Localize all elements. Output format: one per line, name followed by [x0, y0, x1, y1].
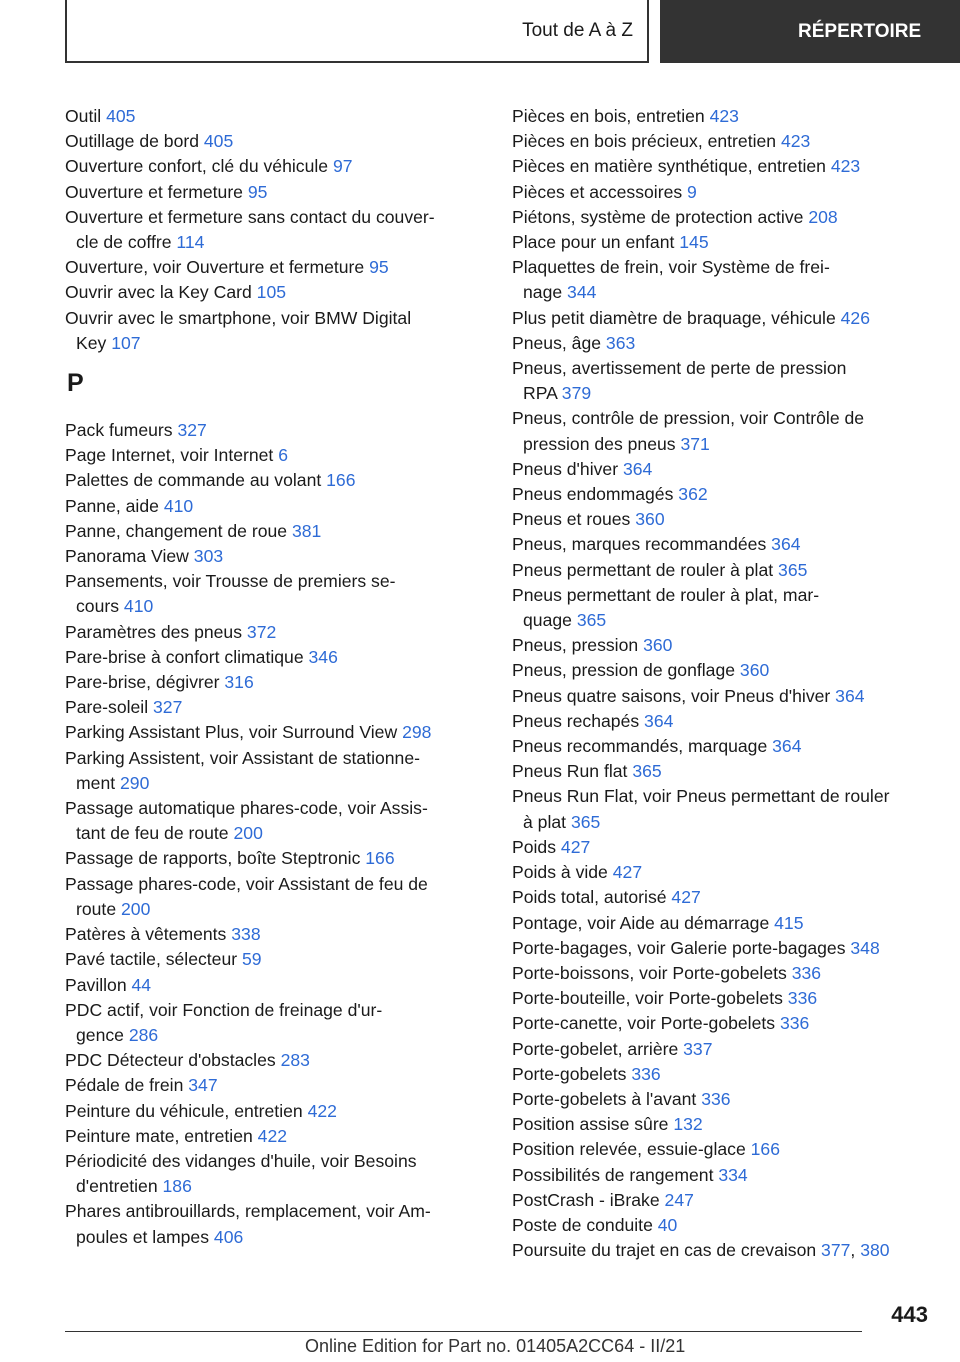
index-entry	[65, 494, 485, 519]
page-link[interactable]: 363	[605, 332, 636, 353]
index-entry-text: Pneus et roues	[512, 509, 631, 530]
index-entry	[512, 104, 932, 129]
page-link[interactable]: 371	[680, 433, 710, 454]
index-entry	[512, 1112, 932, 1137]
index-entry	[65, 1048, 485, 1073]
page-link[interactable]: 105	[256, 282, 287, 303]
index-entry-text: Pare-brise, dégivrer	[65, 672, 220, 693]
index-entry-text: Key	[76, 332, 107, 353]
index-entry-text: Pneus, pression	[512, 635, 639, 656]
index-entry-text: Pneus recommandés, marquage	[512, 736, 768, 757]
index-entry-text: Pneus, pression de gonflage	[512, 660, 736, 681]
page-link[interactable]: 166	[750, 1139, 780, 1160]
index-entry-text: Pièces et accessoires	[512, 181, 683, 202]
index-entry-text: Pièces en bois précieux, entretien	[512, 131, 777, 152]
index-entry	[512, 1011, 932, 1036]
index-entry-text: Pneus Run Flat, voir Pneus permettant de rouler	[512, 786, 890, 807]
index-entry-text: Pavillon	[65, 974, 127, 995]
index-entry-text: Pneus d'hiver	[512, 458, 619, 479]
index-entry-text: Ouvrir avec le smartphone, voir BMW Digital	[65, 307, 412, 328]
index-entry-text: cle de coffre	[76, 232, 172, 253]
index-entry	[512, 633, 932, 658]
page-link[interactable]: 422	[307, 1100, 337, 1121]
page-link[interactable]: 364	[771, 534, 801, 555]
index-entry	[512, 709, 932, 734]
page-link[interactable]: 365	[576, 610, 607, 631]
index-entry-text: Porte-gobelets à l'avant	[512, 1088, 697, 1109]
index-entry-text: Porte-boissons, voir Porte-gobelets	[512, 962, 787, 983]
index-entry-text: PDC actif, voir Fonction de freinage d'ur-	[65, 999, 383, 1020]
page-link[interactable]: 406	[213, 1226, 244, 1247]
index-entry	[65, 443, 485, 468]
index-entry	[65, 1199, 485, 1249]
index-entry	[512, 331, 932, 356]
tab-repertoire[interactable]	[660, 0, 960, 63]
index-entry	[65, 255, 485, 280]
index-entry-text: Poids total, autorisé	[512, 887, 667, 908]
index-entry-text: cours	[76, 596, 120, 617]
index-entry	[65, 129, 485, 154]
index-entry-text: gence	[76, 1024, 124, 1045]
page-link[interactable]: 290	[120, 772, 150, 793]
index-entry-text: Pneus, contrôle de pression, voir Contrôle de	[512, 408, 865, 429]
index-entry	[512, 532, 932, 557]
index-entry	[65, 1073, 485, 1098]
index-entry-text: Poids à vide	[512, 862, 608, 883]
page-link[interactable]: 379	[561, 383, 592, 404]
index-entry-text: Pneus Run flat	[512, 761, 628, 782]
index-entry-text: Peinture du véhicule, entretien	[65, 1100, 303, 1121]
index-entry-text: Parking Assistent, voir Assistant de stationne-	[65, 747, 420, 768]
index-entry-text: quage	[523, 610, 572, 631]
index-entry	[65, 670, 485, 695]
index-entry-text: Pare-brise à confort climatique	[65, 646, 304, 667]
index-entry	[65, 846, 485, 871]
index-entry-text: tant de feu de route	[76, 823, 229, 844]
index-entry-text: Patères à vêtements	[65, 924, 227, 945]
page-link[interactable]: 360	[635, 509, 665, 530]
page-link[interactable]: 405	[106, 106, 136, 126]
index-entry-text: Ouverture et fermeture sans contact du couver-	[65, 206, 435, 227]
page-link[interactable]: 6	[278, 445, 289, 466]
index-entry	[65, 998, 485, 1048]
index-entry-text: Pack fumeurs	[65, 420, 173, 441]
page-link[interactable]: 336	[787, 988, 818, 1009]
index-group-p-continued	[512, 104, 932, 1263]
page-link[interactable]: 381	[291, 520, 322, 541]
index-entry-text: Position relevée, essuie-glace	[512, 1139, 746, 1160]
index-entry-text: Pièces en matière synthétique, entretien	[512, 156, 826, 177]
index-entry	[512, 759, 932, 784]
page-link[interactable]: 410	[163, 495, 194, 516]
index-entry	[65, 306, 485, 356]
index-entry	[512, 129, 932, 154]
page-link[interactable]: 327	[177, 420, 207, 441]
tab-label: Tout de A à Z	[522, 19, 633, 41]
page-link[interactable]: 97	[332, 156, 353, 177]
index-entry	[65, 1099, 485, 1124]
index-entry	[512, 205, 932, 230]
index-entry	[65, 872, 485, 922]
index-entry-text: Passage automatique phares-code, voir Assis-	[65, 798, 428, 819]
index-entry	[65, 205, 485, 255]
page-link[interactable]: 95	[247, 181, 268, 202]
page-link[interactable]: 405	[203, 131, 234, 152]
footer-divider	[65, 1331, 862, 1332]
index-entry-text: nage	[523, 282, 563, 303]
index-entry-text: Pneus, avertissement de perte de pression	[512, 358, 847, 379]
index-entry-text: Plaquettes de frein, voir Système de frei-	[512, 257, 830, 278]
index-entry: Poursuite du trajet en cas de crevaison 377, 380	[512, 1240, 890, 1261]
index-entry-text: Place pour un enfant	[512, 232, 675, 253]
index-entry	[512, 658, 932, 683]
index-entry	[512, 482, 932, 507]
page-link[interactable]: 360	[739, 660, 770, 681]
page-link[interactable]: 346	[308, 646, 338, 667]
page-link[interactable]: 327	[153, 697, 183, 718]
index-entry-text: Ouverture et fermeture	[65, 181, 243, 202]
index-entry	[512, 356, 932, 406]
tab-tout-de-a-a-z[interactable]	[65, 0, 649, 63]
index-entry-text: Panne, changement de roue	[65, 520, 288, 541]
index-entry-text: Page Internet, voir Internet	[65, 445, 274, 466]
index-entry	[512, 684, 932, 709]
index-entry	[65, 922, 485, 947]
index-entry-text: d'entretien	[76, 1176, 158, 1197]
index-entry	[65, 645, 485, 670]
page-link[interactable]: 95	[369, 257, 389, 278]
page-link[interactable]: 377	[821, 1240, 851, 1261]
footer-edition: Online Edition for Part no. 01405A2CC64 - II/21	[305, 1336, 686, 1356]
index-entry-text: poules et lampes	[76, 1226, 210, 1247]
index-entry	[512, 1213, 932, 1238]
index-entry-text: Ouvrir avec la Key Card	[65, 282, 252, 303]
index-entry-text: PostCrash - iBrake	[512, 1189, 660, 1210]
index-entry	[65, 695, 485, 720]
index-entry-text: Pontage, voir Aide au démarrage	[512, 912, 770, 933]
index-entry	[65, 720, 485, 745]
index-entry	[512, 885, 932, 910]
index-entry	[512, 860, 932, 885]
index-entry-text: Pièces en bois, entretien	[512, 106, 705, 126]
index-entry	[512, 961, 932, 986]
index-entry-text: Outillage de bord	[65, 131, 199, 152]
index-group-o	[65, 104, 485, 356]
index-entry-text: Palettes de commande au volant	[65, 470, 322, 491]
page-link[interactable]: 186	[162, 1176, 192, 1197]
index-entry	[512, 1188, 932, 1213]
index-entry	[512, 1137, 932, 1162]
page-link[interactable]: 44	[131, 974, 152, 995]
page-link[interactable]: 40	[657, 1214, 678, 1235]
page-link[interactable]: 114	[176, 232, 205, 253]
page-link[interactable]: 166	[365, 848, 395, 869]
index-entry-text: Ouverture confort, clé du véhicule	[65, 156, 329, 177]
index-entry-text: Phares antibrouillards, remplacement, voir Am-	[65, 1201, 431, 1222]
page-link[interactable]: 336	[779, 1013, 810, 1034]
index-entry-text: Possibilités de rangement	[512, 1164, 714, 1185]
page-link[interactable]: 372	[246, 621, 277, 642]
index-entry-text: Pneus quatre saisons, voir Pneus d'hiver	[512, 685, 831, 706]
page-link[interactable]: 337	[683, 1038, 713, 1059]
page-link[interactable]: 166	[326, 470, 356, 491]
index-entry-text: Porte-bagages, voir Galerie porte-bagages	[512, 937, 846, 958]
page-link[interactable]: 145	[679, 232, 709, 253]
index-entry	[65, 180, 485, 205]
index-entry	[65, 947, 485, 972]
index-entry-text: Plus petit diamètre de braquage, véhicule	[512, 307, 836, 328]
index-entry	[512, 1037, 932, 1062]
page-link[interactable]: 365	[632, 761, 662, 782]
index-entry-text: Pneus, âge	[512, 332, 602, 353]
index-entry-text: Pavé tactile, sélecteur	[65, 949, 238, 970]
page-link[interactable]: 347	[188, 1075, 218, 1096]
index-column-left	[65, 104, 485, 1250]
index-entry	[512, 154, 932, 179]
page-link[interactable]: 283	[280, 1050, 310, 1071]
index-entry	[65, 418, 485, 443]
page-link[interactable]: 423	[780, 131, 811, 152]
index-entry	[65, 620, 485, 645]
page-link[interactable]: 415	[774, 912, 804, 933]
index-entry-text: Paramètres des pneus	[65, 621, 243, 642]
index-entry	[65, 746, 485, 796]
page-link[interactable]: 348	[850, 937, 880, 958]
page-link[interactable]: 427	[560, 836, 591, 857]
index-entry-text: Pneus endommagés	[512, 484, 674, 505]
index-entry	[65, 569, 485, 619]
index-entry	[512, 1087, 932, 1112]
index-entry	[65, 1124, 485, 1149]
page-link[interactable]: 365	[570, 811, 601, 832]
page-link[interactable]: 426	[840, 307, 870, 328]
page-link[interactable]: 107	[111, 332, 141, 353]
index-entry	[512, 911, 932, 936]
index-entry-text: pression des pneus	[523, 433, 676, 454]
page-link[interactable]: 338	[231, 924, 261, 945]
index-entry	[512, 936, 932, 961]
page-link[interactable]: 427	[612, 862, 643, 883]
page-link[interactable]: 9	[687, 181, 697, 202]
index-entry	[65, 519, 485, 544]
page-link[interactable]: 200	[233, 823, 263, 844]
index-entry-text: Porte-gobelet, arrière	[512, 1038, 679, 1059]
index-entry-text: route	[76, 898, 117, 919]
index-entry-text: Pneus permettant de rouler à plat, mar-	[512, 584, 820, 605]
index-entry-text: Porte-gobelets	[512, 1063, 627, 1084]
index-entry	[512, 986, 932, 1011]
page-link[interactable]: 316	[224, 672, 254, 693]
page-link[interactable]: 286	[128, 1024, 159, 1045]
page-link[interactable]: 364	[622, 458, 653, 479]
index-entry	[512, 406, 932, 456]
index-entry	[65, 796, 485, 846]
index-entry	[65, 154, 485, 179]
page-link[interactable]: 336	[631, 1063, 661, 1084]
page-link[interactable]: 365	[778, 559, 808, 580]
index-entry	[512, 230, 932, 255]
index-entry	[512, 558, 932, 583]
index-entry	[65, 973, 485, 998]
index-entry	[512, 507, 932, 532]
tab-label: RÉPERTOIRE	[798, 20, 922, 42]
index-entry-text: Outil	[65, 106, 102, 126]
index-entry-text: Poste de conduite	[512, 1214, 653, 1235]
index-entry-text: Panne, aide	[65, 495, 159, 516]
page-link[interactable]: 303	[193, 546, 224, 567]
index-entry-text: Pneus, marques recommandées	[512, 534, 767, 555]
index-entry-text: à plat	[523, 811, 567, 832]
page-link[interactable]: 132	[673, 1114, 703, 1135]
page-link[interactable]: 364	[644, 710, 674, 731]
index-entry-text: Pneus rechapés	[512, 710, 640, 731]
index-entry	[65, 1149, 485, 1199]
page-link[interactable]: 423	[709, 106, 739, 126]
index-entry-text: Piétons, système de protection active	[512, 206, 804, 227]
index-entry-text: PDC Détecteur d'obstacles	[65, 1050, 276, 1071]
page-link[interactable]: 364	[772, 736, 802, 757]
index-entry	[512, 180, 932, 205]
index-entry	[65, 468, 485, 493]
page-link[interactable]: 364	[835, 685, 865, 706]
index-entry	[512, 1163, 932, 1188]
page-link[interactable]: 334	[718, 1164, 748, 1185]
index-entry	[512, 784, 932, 834]
page-link[interactable]: 336	[791, 962, 822, 983]
index-entry-text: Passage phares-code, voir Assistant de feu de	[65, 873, 428, 894]
index-entry	[512, 457, 932, 482]
page-link[interactable]: 344	[567, 282, 597, 303]
index-entry-text: RPA	[523, 383, 557, 404]
index-entry-text: Parking Assistant Plus, voir Surround View	[65, 722, 398, 743]
index-entry-text: Porte-canette, voir Porte-gobelets	[512, 1013, 776, 1034]
page-link[interactable]: 298	[402, 722, 432, 743]
page-link[interactable]: 427	[671, 887, 701, 908]
index-entry-text: Passage de rapports, boîte Steptronic	[65, 848, 361, 869]
page-link[interactable]: 380	[860, 1240, 890, 1261]
index-entry-text: Poursuite du trajet en cas de crevaison	[512, 1240, 817, 1261]
page-link[interactable]: 59	[242, 949, 262, 970]
index-entry-text: Périodicité des vidanges d'huile, voir Besoins	[65, 1150, 417, 1171]
index-entry	[65, 280, 485, 305]
page-link[interactable]: 208	[808, 206, 838, 227]
index-entry-text: Pare-soleil	[65, 697, 149, 718]
index-column-right	[512, 104, 932, 1263]
page-link[interactable]: 247	[664, 1189, 694, 1210]
page-link[interactable]: 423	[830, 156, 861, 177]
index-entry-text: Poids	[512, 836, 557, 857]
index-entry	[512, 583, 932, 633]
index-entry	[65, 544, 485, 569]
index-entry	[512, 306, 932, 331]
index-entry-text: Pansements, voir Trousse de premiers se-	[65, 571, 396, 592]
page-link[interactable]: 200	[121, 898, 151, 919]
index-entry-text: Pneus permettant de rouler à plat	[512, 559, 774, 580]
page-link[interactable]: 360	[643, 635, 673, 656]
index-entry	[65, 104, 485, 129]
index-entry-text: Ouverture, voir Ouverture et fermeture	[65, 257, 365, 278]
page-link[interactable]: 336	[701, 1088, 731, 1109]
index-entry-text: Porte-bouteille, voir Porte-gobelets	[512, 988, 783, 1009]
index-entry-text: Peinture mate, entretien	[65, 1125, 253, 1146]
page-link[interactable]: 422	[257, 1125, 288, 1146]
index-entry-text: Position assise sûre	[512, 1114, 669, 1135]
index-entry	[512, 734, 932, 759]
index-entry-text: ment	[76, 772, 116, 793]
index-entry	[512, 255, 932, 305]
section-letter: P	[67, 369, 84, 398]
index-group-p	[65, 418, 485, 1250]
index-entry	[512, 835, 932, 860]
index-entry-text: Pédale de frein	[65, 1075, 184, 1096]
index-entry	[512, 1062, 932, 1087]
page-link[interactable]: 362	[678, 484, 708, 505]
page-number: 443	[891, 1302, 928, 1327]
index-entry-text: Panorama View	[65, 546, 189, 567]
page-link[interactable]: 410	[123, 596, 154, 617]
